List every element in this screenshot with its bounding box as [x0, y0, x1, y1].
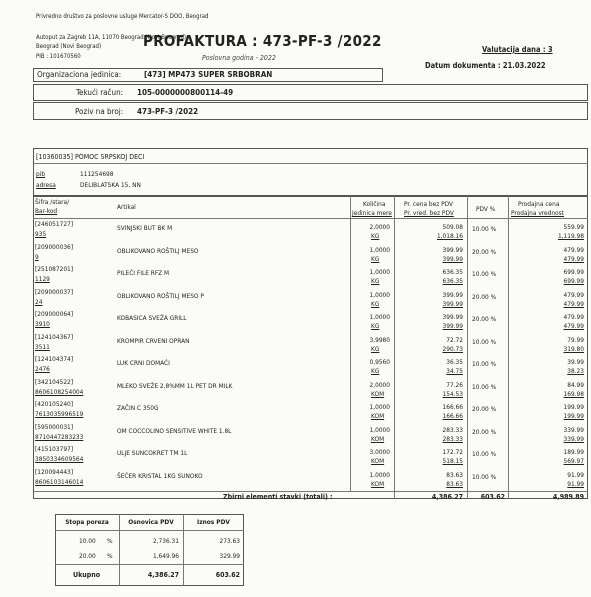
org-unit-label: Organizaciona jedinica:: [37, 70, 122, 79]
item-value: 154.53: [442, 389, 463, 398]
item-price: 77.26: [446, 380, 463, 389]
item-sale-value: 479.99: [563, 254, 584, 263]
item-quantity: 3,0000: [369, 448, 390, 456]
buyer-pib-label: pib: [36, 170, 46, 178]
item-sale-price: 39.99: [567, 358, 584, 366]
col-pdv: PDV %: [476, 205, 496, 213]
item-unit: KOM: [371, 389, 385, 398]
tax-total-base: 4,386.27: [147, 571, 179, 579]
buyer-address-label: adresa: [36, 181, 56, 189]
tax-row-rate: 10.00: [79, 537, 96, 545]
item-unit: KG: [371, 344, 380, 353]
item-name: KOBASICA SVEŽA GRILL: [117, 314, 187, 322]
company-pib: PIB : 101670560: [36, 53, 81, 60]
item-code: [124104374]: [35, 355, 74, 363]
item-unit: KG: [371, 277, 380, 285]
item-quantity: 2,0000: [369, 380, 390, 389]
item-unit: KG: [371, 299, 380, 308]
tax-col-base: Osnovica PDV: [128, 518, 174, 526]
item-code: [124104367]: [35, 332, 74, 341]
tax-total-label: Ukupno: [73, 571, 101, 579]
buyer-name: [10360035] POMOC SRPSKOJ DECI: [36, 153, 145, 161]
item-name: KROMPIR CRVENI OPRAN: [117, 336, 190, 345]
item-vat-rate: 10.00 %: [472, 382, 497, 391]
item-vat-rate: 20.00 %: [472, 247, 497, 256]
item-code: [246051727]: [35, 220, 74, 228]
company-address: Autoput za Zagreb 11A, 11070 Beograd (Novi Beograd): [36, 34, 187, 41]
tax-row-amount: 273.63: [219, 537, 240, 545]
item-sale-price: 91.99: [567, 470, 584, 479]
item-quantity: 1,0000: [369, 245, 390, 254]
tax-row-amount: 329.99: [219, 552, 240, 560]
item-code: [415103797]: [35, 445, 74, 453]
tax-row-base: 2,736.31: [152, 537, 179, 545]
col-sifra: Šifra /stara/: [35, 198, 70, 206]
item-value: 34.75: [446, 367, 463, 375]
item-vat-rate: 10.00 %: [472, 270, 497, 278]
item-quantity: 1,0000: [369, 268, 390, 276]
item-name: SVINJSKI BUT BK M: [117, 224, 173, 232]
item-barcode: 8710447283233: [35, 432, 84, 441]
item-name: ZAČIN C 350G: [117, 404, 159, 412]
item-sale-price: 559.99: [563, 223, 584, 231]
item-sale-price: 479.99: [563, 313, 584, 321]
col-artikal: Artikal: [117, 203, 136, 211]
item-name: ULJE SUNCOKRET TM 1L: [117, 449, 188, 457]
item-sale-price: 339.99: [563, 425, 584, 434]
col-prodajna-vrednost: Prodajna vrednost: [511, 209, 564, 217]
item-vat-rate: 20.00 %: [472, 427, 497, 436]
item-barcode: 7613035996519: [35, 410, 84, 418]
item-code: [209000037]: [35, 287, 74, 296]
item-code: [209000064]: [35, 310, 74, 318]
item-barcode: 3910: [35, 320, 50, 328]
item-sale-price: 79.99: [567, 335, 584, 344]
item-quantity: 3,9980: [369, 335, 390, 344]
fiscal-year: Poslovna godina - 2022: [202, 54, 276, 62]
item-sale-value: 169.98: [563, 389, 584, 398]
item-unit: KG: [371, 322, 380, 330]
item-value: 290.73: [442, 344, 463, 353]
item-value: 83.63: [446, 479, 463, 488]
item-unit: KOM: [371, 479, 385, 488]
item-sale-value: 479.99: [563, 299, 584, 308]
item-value: 166.66: [442, 412, 463, 420]
item-quantity: 1,0000: [369, 403, 390, 411]
item-unit: KOM: [371, 412, 385, 420]
item-sale-price: 479.99: [563, 245, 584, 254]
item-barcode: 8606108254004: [35, 387, 84, 396]
item-quantity: 1,0000: [369, 290, 390, 299]
item-price: 166.66: [442, 403, 463, 411]
col-cena: Pr. cena bez PDV: [404, 200, 454, 208]
item-vat-rate: 10.00 %: [472, 472, 497, 481]
item-barcode: 9: [35, 252, 39, 261]
col-prodajna-cena: Prodajna cena: [518, 200, 560, 208]
reference-label: Poziv na broj:: [75, 107, 124, 116]
total-sale-value: 4,989.89: [552, 493, 584, 501]
company-name: Privredno društvo za poslovne usluge Mercator-S DOO, Beograd: [36, 13, 209, 20]
item-sale-price: 189.99: [563, 448, 584, 456]
item-value: 399.99: [442, 254, 463, 263]
item-price: 83.63: [446, 470, 463, 479]
item-sale-value: 569.97: [563, 457, 584, 465]
item-value: 399.99: [442, 322, 463, 330]
item-unit: KG: [371, 254, 380, 263]
item-sale-price: 699.99: [563, 268, 584, 276]
item-price: 36.35: [446, 358, 463, 366]
col-kolicina: Količina: [363, 200, 386, 208]
item-barcode: 24: [35, 297, 43, 306]
item-barcode: 8606103146014: [35, 477, 84, 486]
item-sale-value: 38.23: [567, 367, 584, 375]
item-barcode: 3850334609564: [35, 455, 84, 463]
item-vat-rate: 20.00 %: [472, 405, 497, 413]
item-sale-price: 479.99: [563, 290, 584, 299]
item-code: [595000031]: [35, 422, 74, 431]
item-price: 636.35: [442, 268, 463, 276]
item-sale-value: 339.99: [563, 434, 584, 443]
item-sale-value: 199.99: [563, 412, 584, 420]
item-unit: KG: [371, 232, 380, 240]
item-sale-value: 91.99: [567, 479, 584, 488]
item-price: 509.08: [442, 223, 463, 231]
tax-row-rate: 20.00: [79, 552, 96, 560]
item-value: 399.99: [442, 299, 463, 308]
item-quantity: 1,0000: [369, 313, 390, 321]
item-value: 518.15: [442, 457, 463, 465]
item-quantity: 1,0000: [369, 470, 390, 479]
item-vat-rate: 10.00 %: [472, 337, 497, 346]
item-vat-rate: 20.00 %: [472, 315, 497, 323]
tax-col-rate: Stopa poreza: [65, 518, 109, 526]
item-quantity: 1,0000: [369, 425, 390, 434]
item-name: OM COCCOLINO SENSITIVE WHITE 1.8L: [117, 426, 232, 435]
total-vat: 603.62: [480, 493, 505, 501]
item-quantity: 0,9560: [369, 358, 390, 366]
col-vrednost: Pr. vred. bez PDV: [404, 209, 454, 217]
item-value: 283.33: [442, 434, 463, 443]
item-price: 399.99: [442, 290, 463, 299]
item-name: PILEĆI FILE RFZ M: [117, 269, 170, 277]
col-jedinica: Jedinica mere: [352, 209, 392, 217]
item-sale-value: 319.80: [563, 344, 584, 353]
item-barcode: 1129: [35, 275, 50, 283]
tax-row-pct: %: [107, 552, 113, 560]
col-barkod: Bar-kod: [35, 207, 58, 215]
tax-row-pct: %: [107, 537, 113, 545]
item-price: 172.72: [442, 448, 463, 456]
item-quantity: 2,0000: [369, 223, 390, 231]
item-sale-value: 479.99: [563, 322, 584, 330]
item-name: ŠEĆER KRISTAL 1KG SUNOKO: [117, 471, 203, 480]
reference-value: 473-PF-3 /2022: [137, 107, 199, 116]
item-vat-rate: 20.00 %: [472, 292, 497, 301]
org-unit-value: [473] MP473 SUPER SRBOBRAN: [144, 70, 273, 79]
item-price: 283.33: [442, 425, 463, 434]
item-vat-rate: 10.00 %: [472, 225, 497, 233]
company-city: Beograd (Novi Beograd): [36, 43, 102, 50]
item-value: 1,018.16: [436, 232, 463, 240]
item-name: LUK CRNI DOMAĆI: [117, 359, 170, 367]
item-sale-price: 199.99: [563, 403, 584, 411]
tax-col-amount: Iznos PDV: [197, 518, 230, 526]
item-price: 72.72: [446, 335, 463, 344]
tax-total-amount: 603.62: [215, 571, 240, 579]
total-value-no-vat: 4,386.27: [431, 493, 463, 501]
item-barcode: 2476: [35, 365, 50, 373]
item-sale-price: 84.99: [567, 380, 584, 389]
item-barcode: 935: [35, 230, 47, 238]
item-barcode: 3511: [35, 342, 50, 351]
totals-label: Zbirni elementi stavki (totali) :: [223, 493, 333, 501]
item-price: 399.99: [442, 245, 463, 254]
item-code: [209000036]: [35, 242, 74, 251]
document-title: PROFAKTURA : 473-PF-3 /2022: [143, 32, 382, 50]
item-name: MLEKO SVEŽE 2,8%MM 1L PET DR MILK: [117, 381, 233, 390]
item-name: OBLIKOVANO ROŠTILJ MESO: [117, 246, 199, 255]
buyer-pib-value: 111254698: [80, 170, 114, 178]
item-name: OBLIKOVANO ROŠTILJ MESO P: [117, 291, 204, 300]
item-code: [251087201]: [35, 265, 74, 273]
item-code: [420105240]: [35, 400, 74, 408]
account-label: Tekući račun:: [76, 88, 124, 97]
item-code: [342104522]: [35, 377, 74, 386]
account-value: 105-0000000800114-49: [137, 88, 234, 97]
item-price: 399.99: [442, 313, 463, 321]
item-vat-rate: 10.00 %: [472, 360, 497, 368]
item-vat-rate: 10.00 %: [472, 450, 497, 458]
item-unit: KG: [371, 367, 380, 375]
item-unit: KOM: [371, 434, 385, 443]
currency-days: Valutacija dana : 3: [482, 45, 553, 54]
item-unit: KOM: [371, 457, 385, 465]
document-date: Datum dokumenta : 21.03.2022: [425, 61, 546, 70]
buyer-address-value: DELIBLATSKA 15, NN: [80, 181, 141, 189]
item-value: 636.35: [442, 277, 463, 285]
item-code: [120094443]: [35, 467, 74, 476]
item-sale-value: 1,119.98: [557, 232, 584, 240]
tax-row-base: 1,649.96: [152, 552, 179, 560]
item-sale-value: 699.99: [563, 277, 584, 285]
